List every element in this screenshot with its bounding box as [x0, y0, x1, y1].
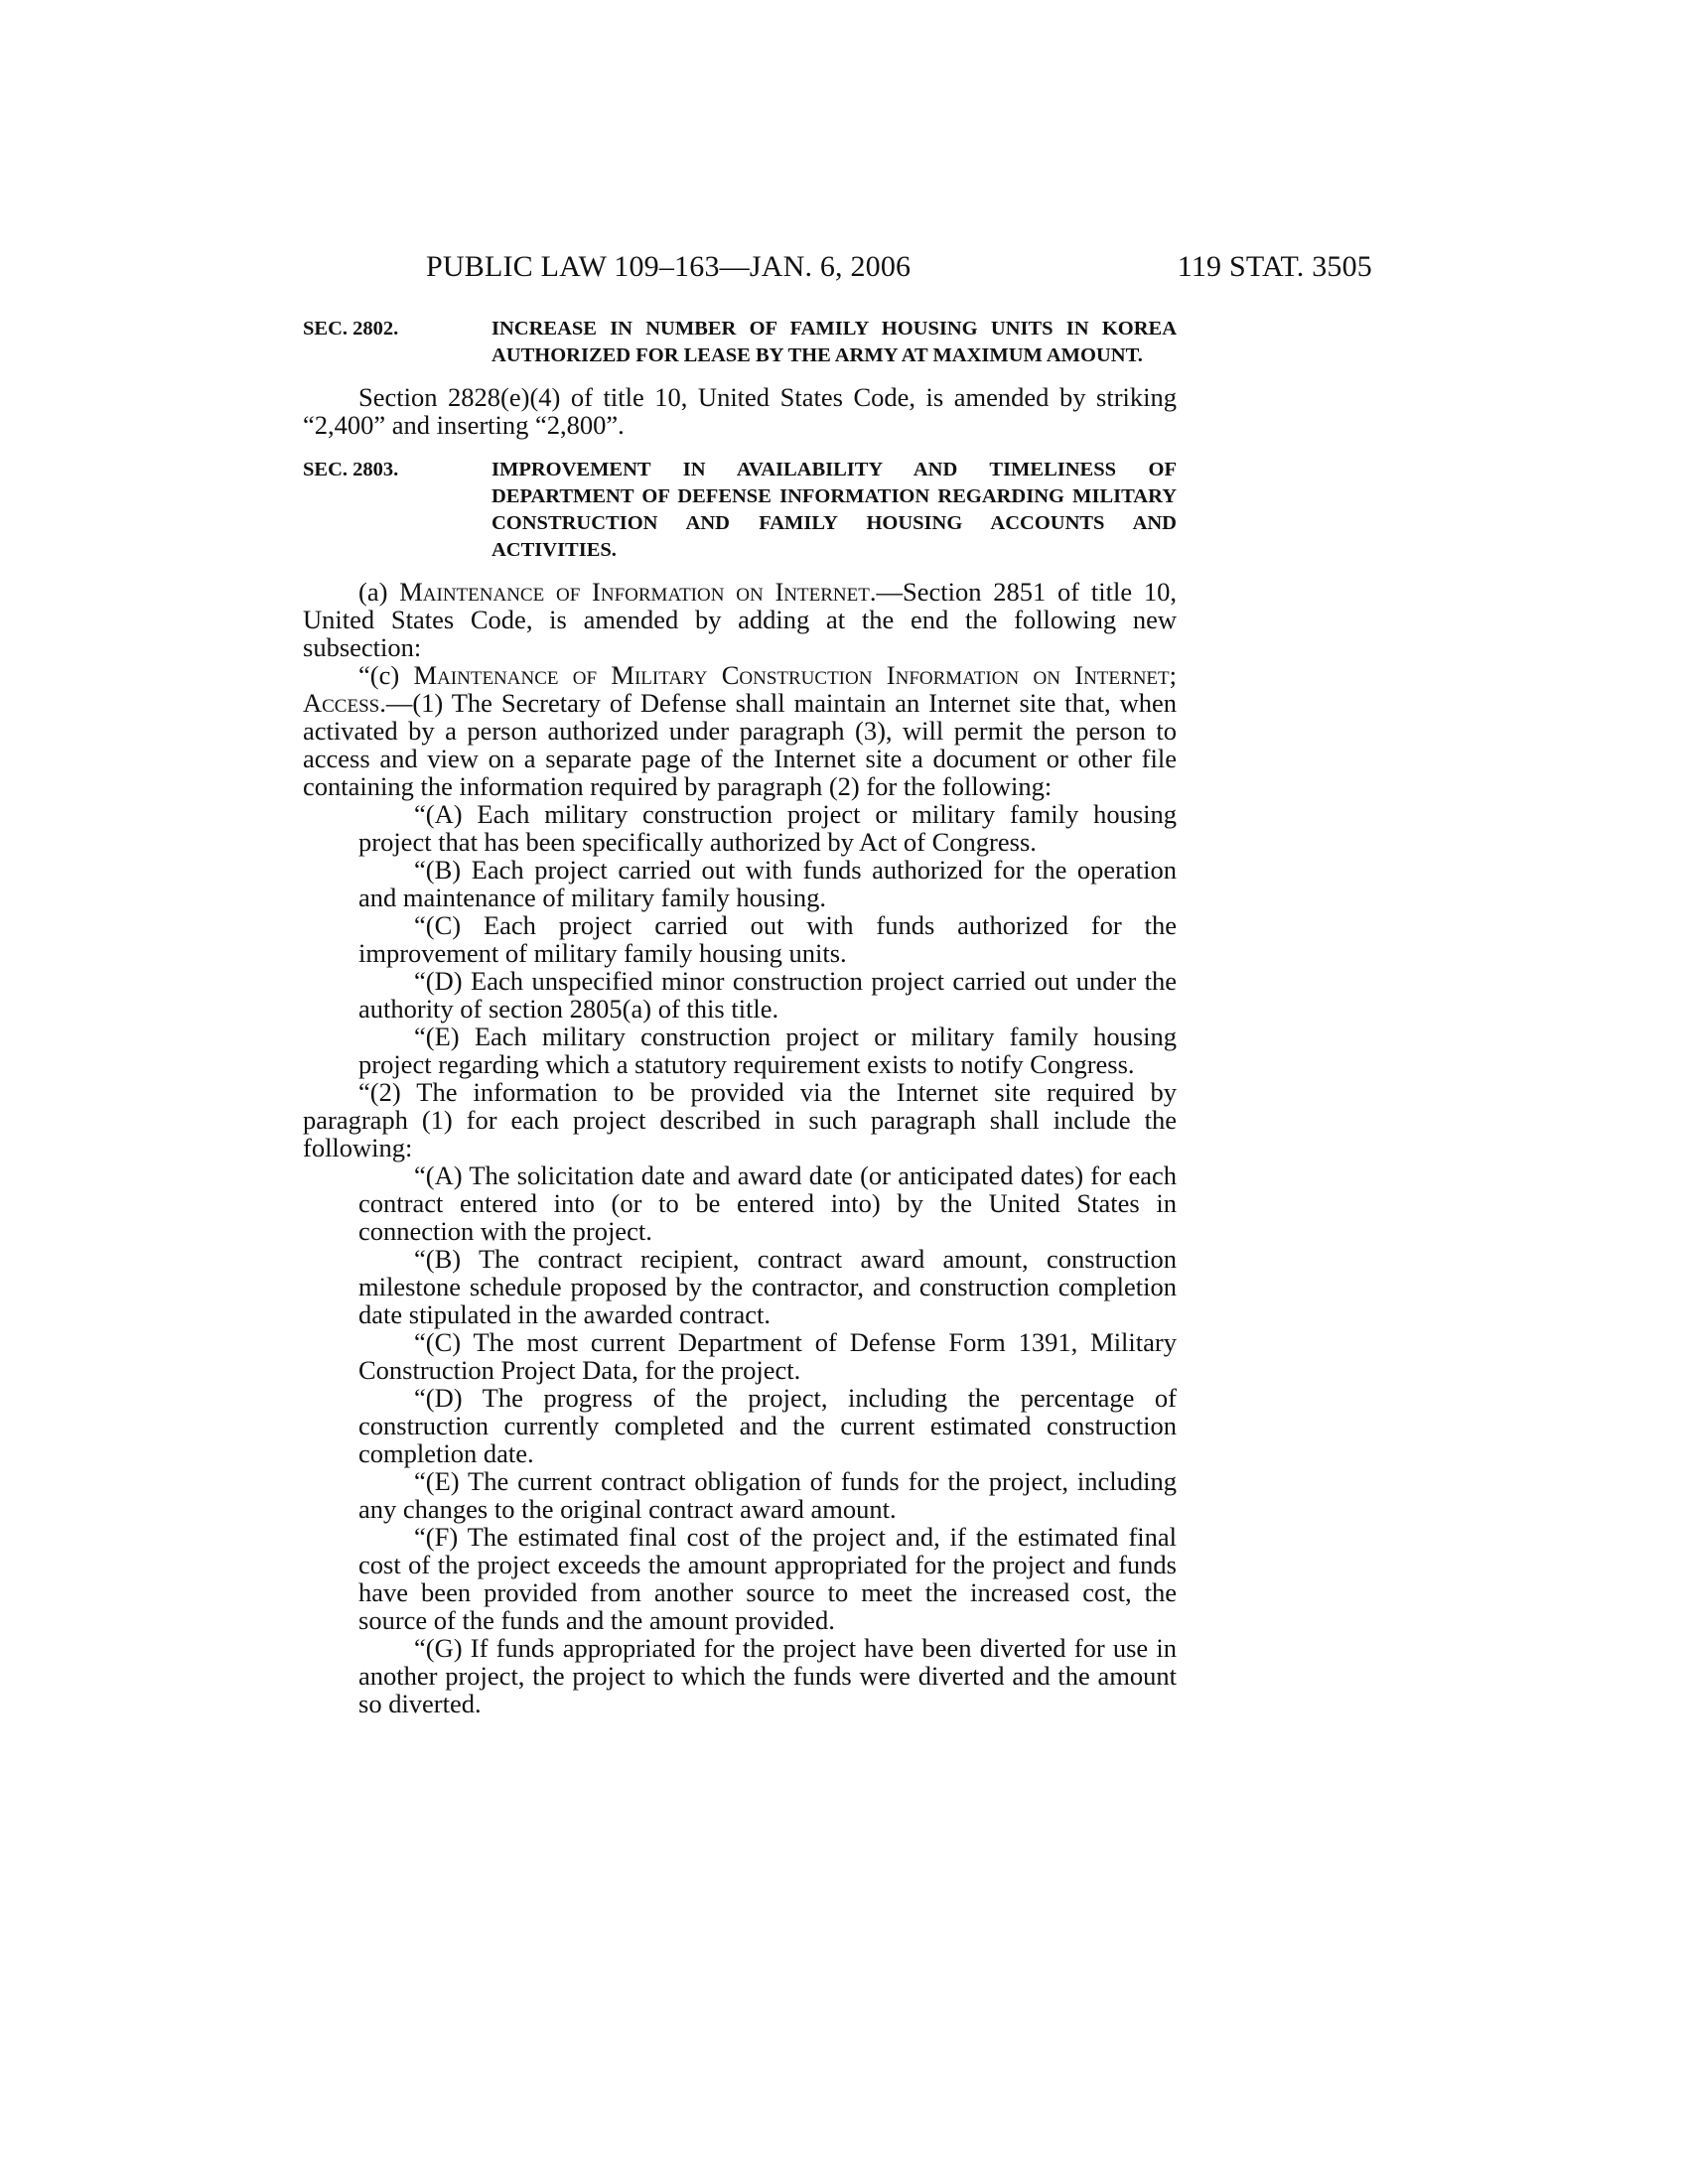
quoted-subsection-c [303, 661, 1177, 800]
paragraph-1-item-a: “(A) Each military construction project or military family housing project that has been specifically authorized by Act of Congress. [358, 799, 1177, 857]
section-title: IMPROVEMENT IN AVAILABILITY AND TIMELINESS OF DEPARTMENT OF DEFENSE INFORMATION REGARDING MILITARY CONSTRUCTION AND FAMILY HOUSING ACCOUNTS AND ACTIVITIES. [492, 459, 1177, 561]
section-2802-heading [303, 316, 1177, 369]
section-number: SEC. 2803. [303, 459, 399, 480]
paragraph-1-item-d: “(D) Each unspecified minor construction project carried out under the authority of section 2805(a) of this title. [358, 966, 1177, 1024]
section-title: INCREASE IN NUMBER OF FAMILY HOUSING UNITS IN KOREA AUTHORIZED FOR LEASE BY THE ARMY AT MAXIMUM AMOUNT. [492, 318, 1177, 366]
section-number: SEC. 2802. [303, 318, 399, 340]
section-2802-text: Section 2828(e)(4) of title 10, United States Code, is amended by striking “2,400” and inserting “2,800”. [303, 382, 1177, 440]
document-body [303, 316, 1177, 1717]
running-head: PUBLIC LAW 109–163—JAN. 6, 2006 [426, 250, 912, 283]
paragraph-2-intro: “(2) The information to be provided via the Internet site required by paragraph (1) for each project described in such paragraph shall include the following: [303, 1077, 1177, 1162]
statute-citation: 119 STAT. 3505 [1177, 250, 1372, 283]
paragraph-1-item-c: “(C) Each project carried out with funds authorized for the improvement of military family housing units. [358, 910, 1177, 968]
subsection-text: —(1) The Secretary of Defense shall maintain an Internet site that, when activated by a person authorized under paragraph (3), will permit the person to access and view on a separate page of the Internet site a document or other file containing the information required by paragraph (2) for the following: [303, 688, 1177, 801]
paragraph-2-item-c: “(C) The most current Department of Defense Form 1391, Military Construction Project Data, for the project. [358, 1327, 1177, 1385]
subsection-label: (a) [358, 577, 400, 607]
subsection-heading: Maintenance of Information on Internet. [399, 577, 877, 607]
page-header [426, 250, 1372, 290]
paragraph-2-item-a: “(A) The solicitation date and award date (or anticipated dates) for each contract entered into (or to be entered into) by the United States in connection with the project. [358, 1160, 1177, 1246]
subsection-label: “(c) [358, 660, 414, 690]
paragraph-1-item-b: “(B) Each project carried out with funds authorized for the operation and maintenance of military family housing. [358, 855, 1177, 912]
paragraph-2-item-f: “(F) The estimated final cost of the project and, if the estimated final cost of the project exceeds the amount appropriated for the project and funds have been provided from another source to meet the increased cost, the source of the funds and the amount provided. [358, 1522, 1177, 1635]
subsection-text: —Section 2851 of title 10, United States Code, is amended by adding at the end the following new subsection: [303, 577, 1177, 662]
paragraph-2-item-e: “(E) The current contract obligation of funds for the project, including any changes to the original contract award amount. [358, 1466, 1177, 1524]
paragraph-1-item-e: “(E) Each military construction project or military family housing project regarding which a statutory requirement exists to notify Congress. [358, 1022, 1177, 1079]
subsection-a [303, 578, 1177, 661]
paragraph-2-item-b: “(B) The contract recipient, contract award amount, construction milestone schedule proposed by the contractor, and construction completion date stipulated in the awarded contract. [358, 1244, 1177, 1329]
paragraph-2-item-g: “(G) If funds appropriated for the project have been diverted for use in another project, the project to which the funds were diverted and the amount so diverted. [358, 1633, 1177, 1718]
paragraph-2-item-d: “(D) The progress of the project, including the percentage of construction currently completed and the current estimated construction completion date. [358, 1383, 1177, 1468]
section-2803-heading [303, 457, 1177, 564]
subsection-heading: Maintenance of Military Construction Information on Internet; Access. [303, 660, 1177, 718]
